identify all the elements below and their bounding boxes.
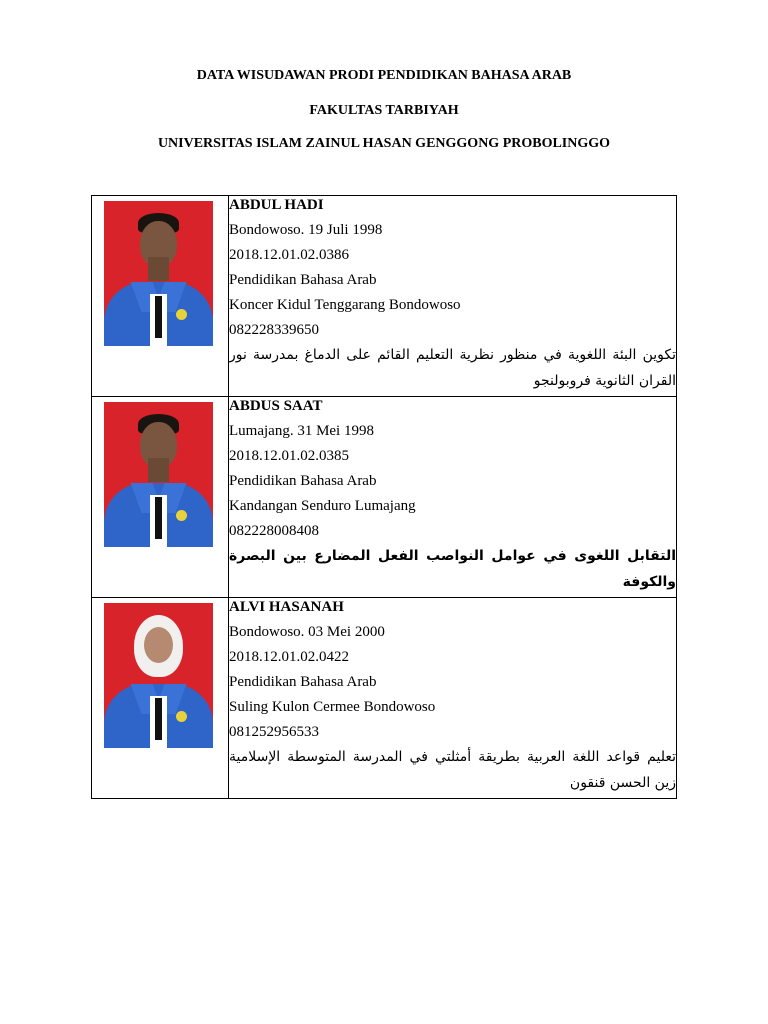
student-id: 2018.12.01.02.0385: [229, 448, 349, 464]
university-title: UNIVERSITAS ISLAM ZAINUL HASAN GENGGONG PROBOLINGGO: [157, 136, 611, 151]
graduate-name: ABDUL HADI: [229, 197, 324, 213]
thesis-title: التقابل اللغوى في عوامل النواصب الفعل المضارع بين البصرة والكوفة: [229, 548, 676, 590]
graduates-table: [91, 195, 677, 799]
graduate-photo: [104, 603, 213, 748]
address: Suling Kulon Cermee Bondowoso: [229, 699, 436, 715]
thesis-title: تعليم قواعد اللغة العربية بطريقة أمثلتي في المدرسة المتوسطة الإسلامية زين الحسن قنقون: [229, 749, 676, 791]
study-program: Pendidikan Bahasa Arab: [229, 674, 377, 690]
address: Koncer Kidul Tenggarang Bondowoso: [229, 297, 461, 313]
birth-info: Bondowoso. 03 Mei 2000: [229, 624, 385, 640]
table-row: [92, 397, 677, 598]
photo-cell: [92, 598, 229, 799]
photo-cell: [92, 397, 229, 598]
phone: 082228008408: [229, 523, 319, 539]
table-row: [92, 598, 677, 799]
info-cell: [229, 598, 677, 799]
phone: 081252956533: [229, 724, 319, 740]
phone: 082228339650: [229, 322, 319, 338]
birth-info: Bondowoso. 19 Juli 1998: [229, 222, 383, 238]
study-program: Pendidikan Bahasa Arab: [229, 473, 377, 489]
birth-info: Lumajang. 31 Mei 1998: [229, 423, 374, 439]
student-id: 2018.12.01.02.0422: [229, 649, 349, 665]
address: Kandangan Senduro Lumajang: [229, 498, 416, 514]
graduate-photo: [104, 402, 213, 547]
thesis-title: تكوين البئة اللغوية في منظور نظرية التعليم القائم على الدماغ بمدرسة نور القران الثانوية فروبولنجو: [229, 347, 676, 389]
graduate-name: ALVI HASANAH: [229, 599, 344, 615]
photo-cell: [92, 196, 229, 397]
graduate-name: ABDUS SAAT: [229, 398, 323, 414]
study-program: Pendidikan Bahasa Arab: [229, 272, 377, 288]
info-cell: [229, 397, 677, 598]
graduate-photo: [104, 201, 213, 346]
document-title: DATA WISUDAWAN PRODI PENDIDIKAN BAHASA ARAB: [196, 68, 572, 83]
faculty-title: FAKULTAS TARBIYAH: [309, 103, 459, 118]
table-row: [92, 196, 677, 397]
info-cell: [229, 196, 677, 397]
student-id: 2018.12.01.02.0386: [229, 247, 349, 263]
